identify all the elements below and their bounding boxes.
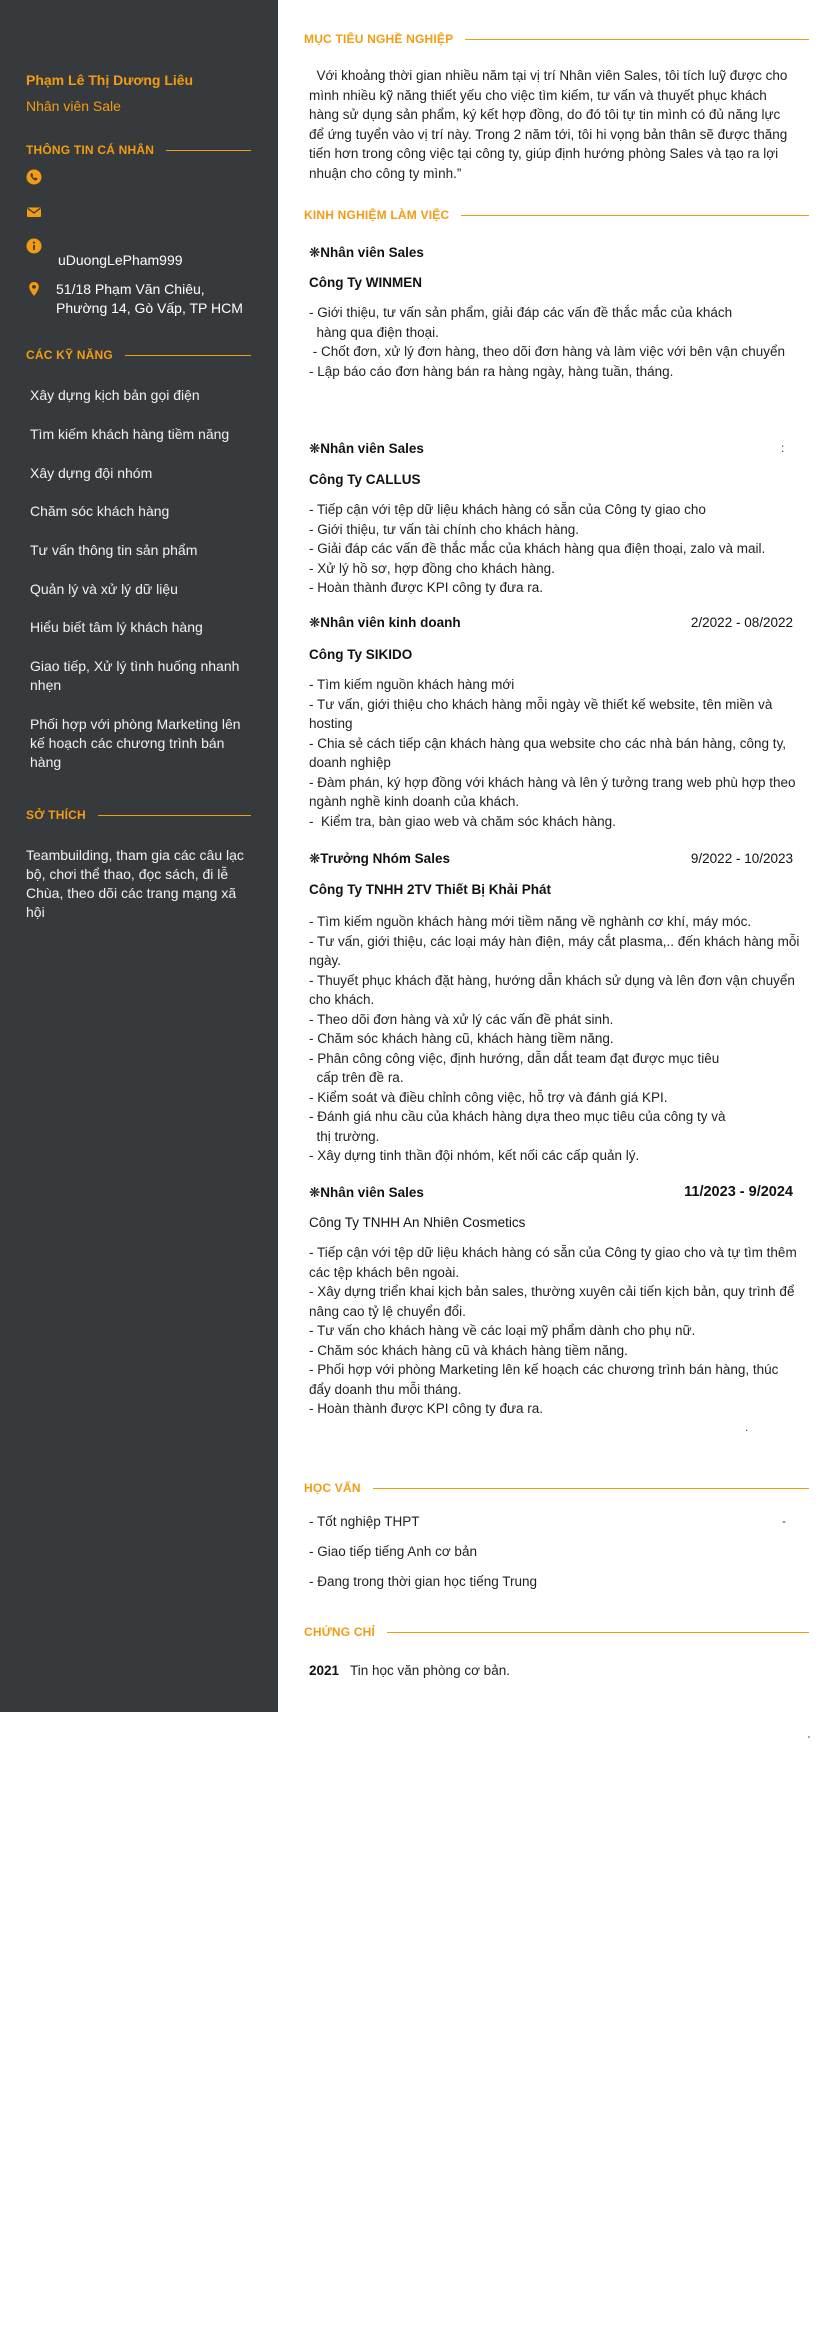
- sidebar: [0, 0, 278, 1712]
- education-item: - Giao tiếp tiếng Anh cơ bản: [309, 1544, 477, 1559]
- profile-name: Phạm Lê Thị Dương Liêu: [26, 72, 194, 88]
- location-pin-icon: [26, 281, 42, 297]
- education-item: - Tốt nghiệp THPT: [309, 1514, 420, 1529]
- job-company: Công Ty CALLUS: [309, 472, 421, 487]
- experience-heading: KINH NGHIỆM LÀM VIỆC: [304, 208, 809, 222]
- skill-item: Hiểu biết tâm lý khách hàng: [30, 619, 203, 635]
- job-description: - Giới thiệu, tư vấn sản phẩm, giải đáp các vấn đề thắc mắc của khách hàng qua điện thoại. - Chốt đơn, xử lý đơn hàng, theo dõi đơn hàng và làm việc với bên vận chuyển - Lập báo cáo đơn hàng bán ra hàng ngày, hàng tuần, tháng.: [309, 305, 785, 379]
- job-description: - Tìm kiếm nguồn khách hàng mới tiềm năng về nghành cơ khí, máy móc. - Tư vấn, giới thiệu, các loại máy hàn điện, máy cắt plasma,.. đến khách hàng mỗi ngày. - Thuyết phục khách đặt hàng, hướng dẫn khách sử dụng và lên đơn vận chuyển cho khách. - Theo dõi đơn hàng và xử lý các vấn đề phát sinh. - Chăm sóc khách hàng cũ, khách hàng tiềm năng. - Phân công công việc, định hướng, dẫn dắt team đạt được mục tiêu cấp trên đề ra. - Kiểm soát và điều chỉnh công việc, hỗ trợ và đánh giá KPI. - Đánh giá nhu cầu của khách hàng dựa theo mục tiêu của công ty và thị trường. - Xây dựng tinh thần đội nhóm, kết nối các cấp quản lý.: [309, 914, 800, 1163]
- contact-address: [26, 280, 243, 318]
- job-title: ❋Nhân viên kinh doanh: [309, 615, 461, 630]
- skill-item: Quản lý và xử lý dữ liệu: [30, 581, 178, 597]
- certificates-heading: CHỨNG CHỈ: [304, 1625, 809, 1639]
- skill-item: Xây dựng đội nhóm: [30, 465, 153, 481]
- skill-item: Tư vấn thông tin sản phẩm: [30, 542, 198, 558]
- job-dates: 2/2022 - 08/2022: [690, 615, 793, 630]
- phone-icon: [26, 169, 42, 185]
- certificate-row: [309, 1663, 510, 1678]
- job-company: Công Ty SIKIDO: [309, 647, 413, 662]
- skill-item: Xây dựng kịch bản gọi điện: [30, 387, 200, 403]
- job-description: - Tiếp cận với tệp dữ liệu khách hàng có sẵn của Công ty giao cho và tự tìm thêm các tệp khách bên ngoài. - Xây dựng triển khai kịch bản sales, thường xuyên cải tiến kịch bản, quy trình để nâng cao tỷ lệ chuyển đổi. - Tư vấn cho khách hàng về các loại mỹ phẩm dành cho phụ nữ. - Chăm sóc khách hàng cũ và khách hàng tiềm năng. - Phối hợp với phòng Marketing lên kế hoạch các chương trình bán hàng, thúc đẩy doanh thu mỗi tháng. - Hoàn thành được KPI công ty đưa ra.: [309, 1245, 797, 1416]
- skill-item: Chăm sóc khách hàng: [30, 503, 170, 519]
- stray-mark: :: [781, 441, 785, 455]
- job-company: Công Ty TNHH 2TV Thiết Bị Khải Phát: [309, 882, 552, 897]
- job-description: - Tìm kiếm nguồn khách hàng mới - Tư vấn, giới thiệu cho khách hàng mỗi ngày về thiết kế website, tên miền và hosting - Chia sẻ cách tiếp cận khách hàng qua website cho các nhà bán hàng, công ty, doanh nghiệp - Đàm phán, ký hợp đồng với khách hàng và lên ý tưởng trang web phù hợp theo ngành nghề kinh doanh của khách. - Kiểm tra, bàn giao web và chăm sóc khách hàng.: [309, 677, 796, 829]
- contact-phone[interactable]: [26, 168, 58, 185]
- hobbies-text: Teambuilding, tham gia các câu lạc bộ, chơi thể thao, đọc sách, đi lễ Chùa, theo dõi các trang mạng xã hội: [26, 847, 244, 920]
- skill-item: Giao tiếp, Xử lý tình huống nhanh nhẹn: [30, 658, 240, 693]
- job-dates: 11/2023 - 9/2024: [684, 1184, 793, 1200]
- mail-icon: [26, 204, 42, 220]
- job-description: - Tiếp cận với tệp dữ liệu khách hàng có sẵn của Công ty giao cho - Giới thiệu, tư vấn tài chính cho khách hàng. - Giải đáp các vấn đề thắc mắc của khách hàng qua điện thoại, zalo và mail. - Xử lý hồ sơ, hợp đồng cho khách hàng. - Hoàn thành được KPI công ty đưa ra.: [309, 502, 766, 595]
- job-title: ❋Nhân viên Sales: [309, 245, 424, 260]
- job-company: Công Ty WINMEN: [309, 275, 422, 290]
- job-dates: 9/2022 - 10/2023: [690, 851, 793, 866]
- contact-email[interactable]: [26, 203, 58, 220]
- job-title: ❋Trưởng Nhóm Sales: [309, 851, 450, 866]
- job-company: Công Ty TNHH An Nhiên Cosmetics: [309, 1215, 526, 1230]
- hobbies-heading: SỞ THÍCH: [26, 808, 251, 822]
- stray-mark: ': [808, 1735, 810, 1746]
- education-item: - Đang trong thời gian học tiếng Trung: [309, 1574, 537, 1589]
- certificate-year: 2021: [309, 1663, 340, 1678]
- info-value: uDuongLePham999: [58, 252, 183, 268]
- skill-item: Phối hợp với phòng Marketing lên kế hoạch các chương trình bán hàng: [30, 716, 241, 770]
- certificate-name: Tin học văn phòng cơ bản.: [350, 1663, 510, 1678]
- objective-heading: MỤC TIÊU NGHỀ NGHIỆP: [304, 32, 809, 46]
- education-heading: HỌC VẤN: [304, 1481, 809, 1495]
- contact-heading: THÔNG TIN CÁ NHÂN: [26, 143, 251, 157]
- stray-mark: .: [745, 1420, 749, 1434]
- skill-item: Tìm kiếm khách hàng tiềm năng: [30, 426, 230, 442]
- objective-text: Với khoảng thời gian nhiều năm tại vị trí Nhân viên Sales, tôi tích luỹ được cho mình nhiều kỹ năng thiết yếu cho việc tìm kiếm, tư vấn và thuyết phục khách hàng sử dụng sản phẩm, ký kết hợp đồng, do đó tôi tự tin mình có đủ năng lực để ứng tuyển vào vị trí này. Trong 2 năm tới, tôi hi vọng bản thân sẽ được thăng tiến hơn trong công việc tại công ty, giúp định hướng phòng Sales và tạo ra lợi nhuận cho công ty mình.”: [309, 68, 788, 181]
- skills-heading: CÁC KỸ NĂNG: [26, 348, 251, 362]
- address-value: 51/18 Phạm Văn Chiêu, Phường 14, Gò Vấp, TP HCM: [56, 281, 243, 316]
- job-title: ❋Nhân viên Sales: [309, 441, 424, 456]
- job-title: ❋Nhân viên Sales: [309, 1185, 424, 1200]
- stray-mark: -: [782, 1514, 786, 1528]
- contact-info: [26, 237, 183, 270]
- info-icon: [26, 238, 42, 254]
- profile-role: Nhân viên Sale: [26, 98, 121, 114]
